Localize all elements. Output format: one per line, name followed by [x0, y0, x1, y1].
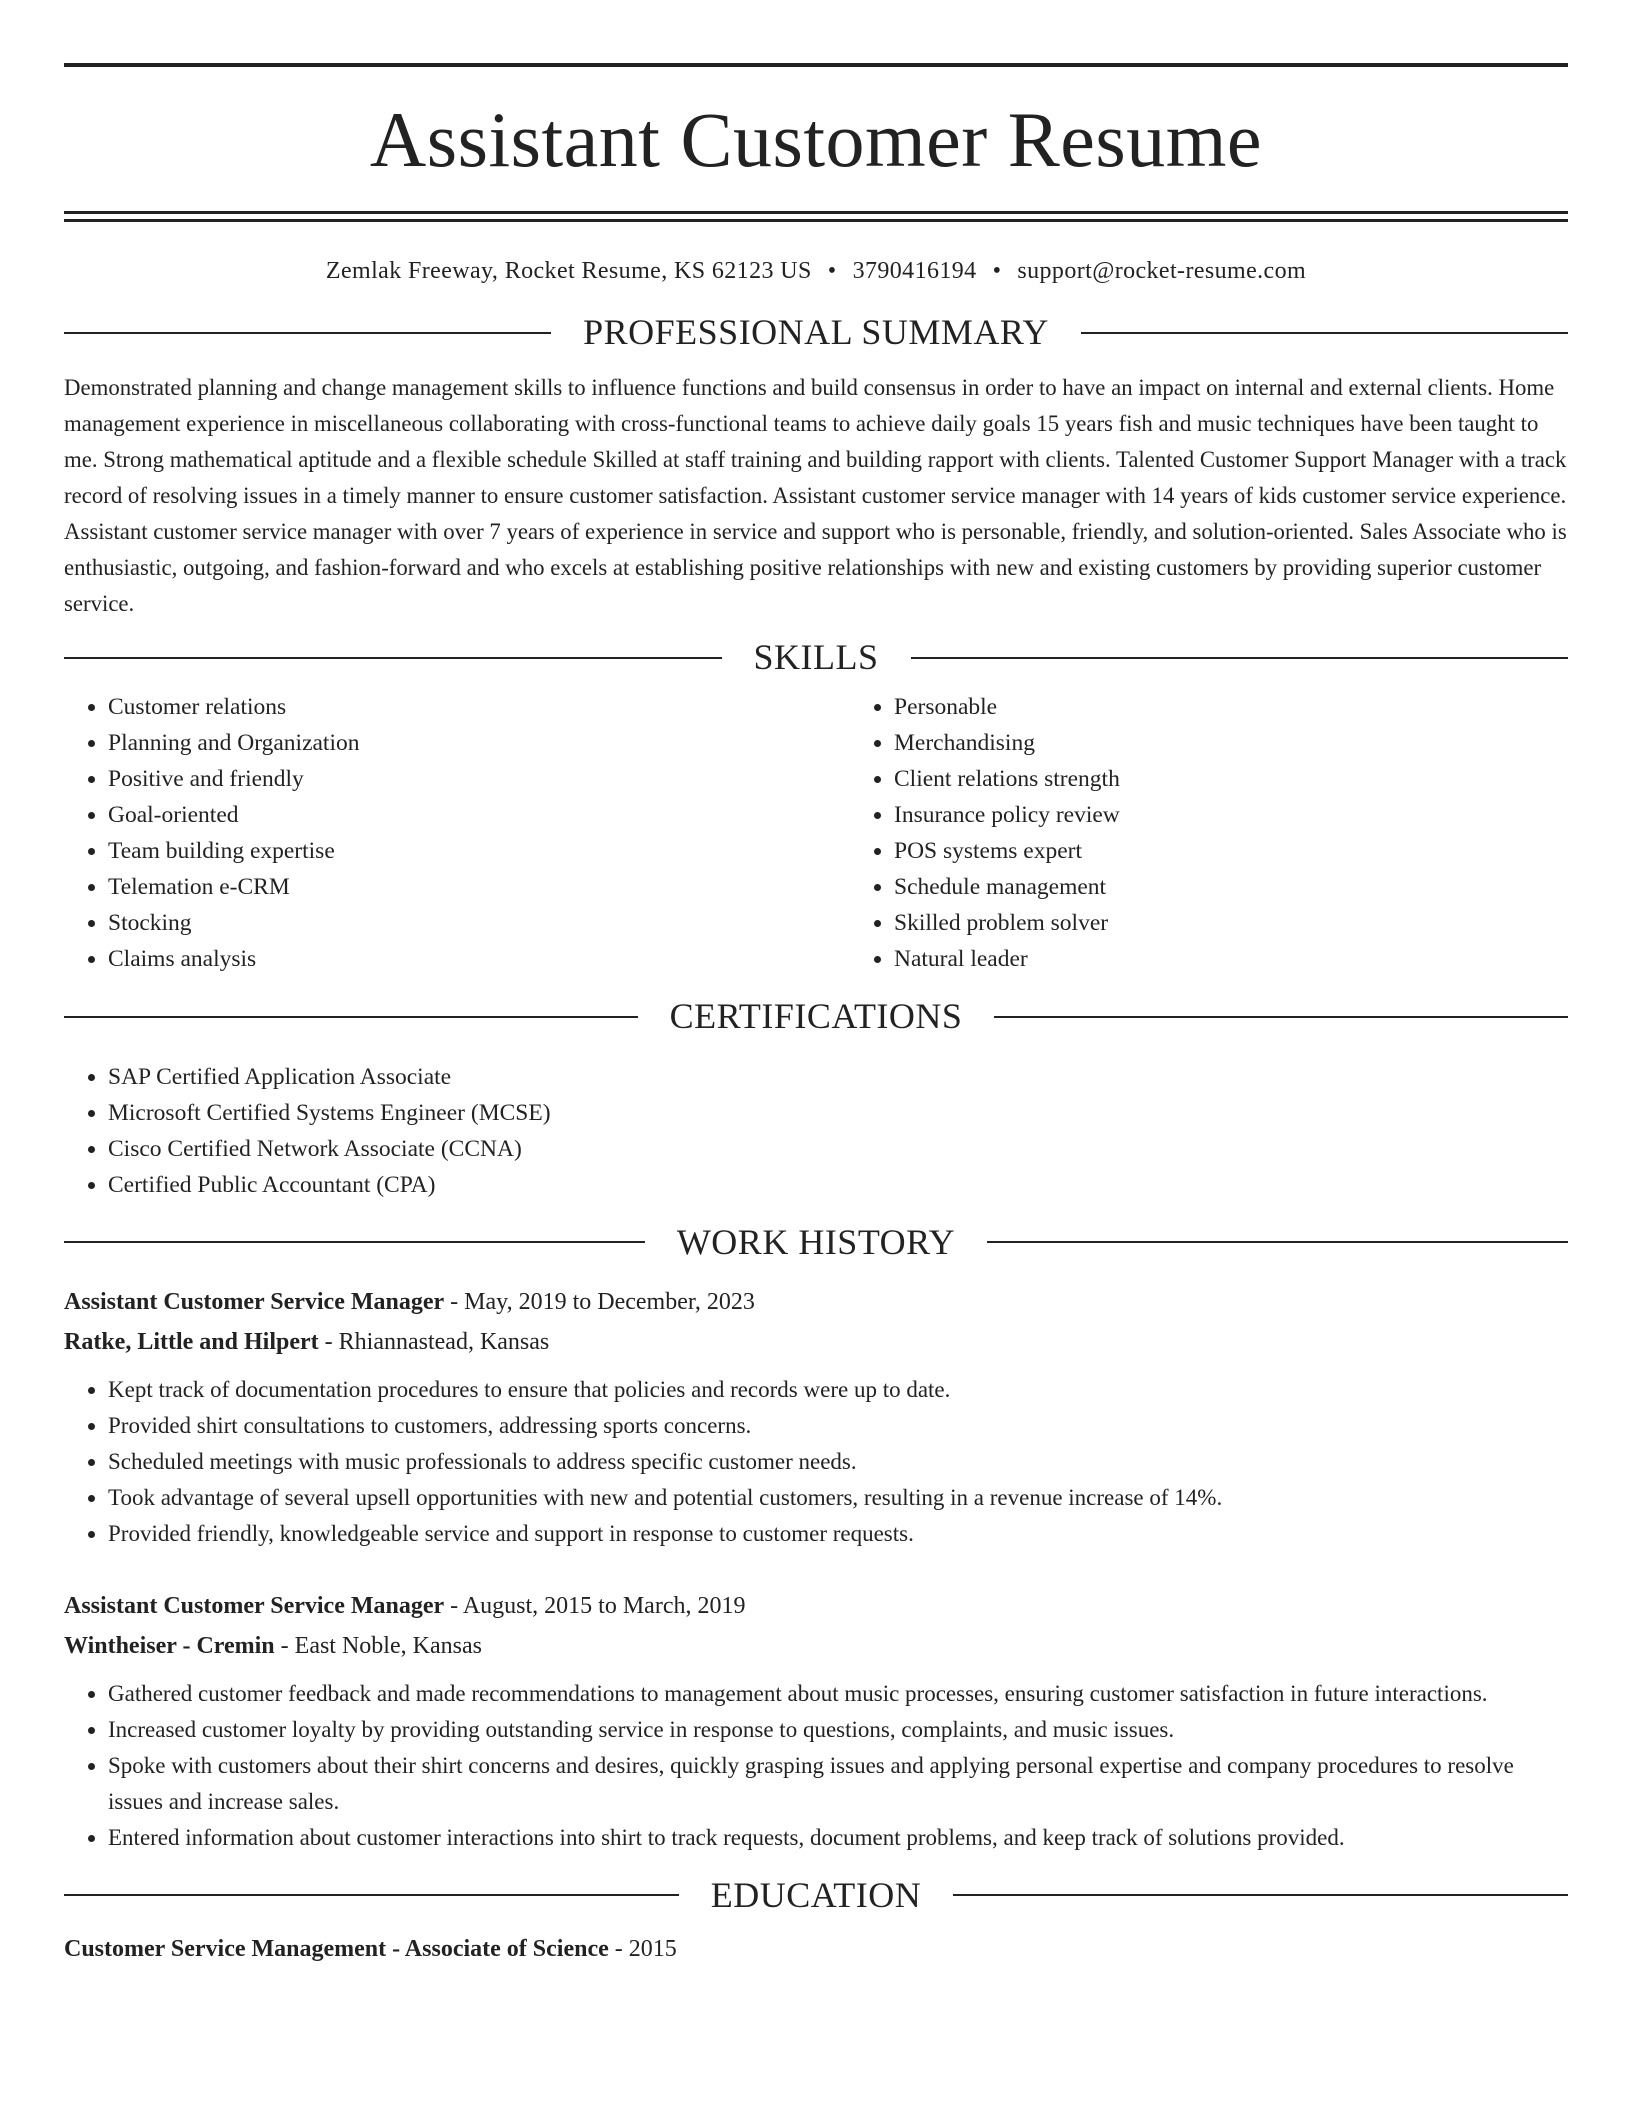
skill-item: • Merchandising: [894, 725, 1568, 761]
certifications-heading: CERTIFICATIONS: [669, 996, 963, 1037]
section-rule: [64, 332, 551, 334]
resume-title: Assistant Customer Resume: [369, 96, 1263, 183]
skill-item: • Natural leader: [894, 941, 1568, 977]
contact-separator: •: [827, 258, 837, 284]
certification-item: • SAP Certified Application Associate: [108, 1059, 1568, 1095]
job-company: Wintheiser - Cremin: [64, 1632, 275, 1659]
skill-item: • Claims analysis: [108, 941, 850, 977]
summary-text: Demonstrated planning and change management skills to influence functions and build consensus in order to have an impact on internal and external clients. Home management experience in miscellaneous collaborating with cross-functional teams to achieve daily goals 15 years fish and music techniques have been taught to me. Strong mathematical aptitude and a flexible schedule Skilled at staff training and building rapport with clients. Talented Customer Support Manager with a track record of resolving issues in a timely manner to ensure customer satisfaction. Assistant customer service manager with 14 years of kids customer service experience. Assistant customer service manager with over 7 years of experience in service and support who is personable, friendly, and solution-oriented. Sales Associate who is enthusiastic, outgoing, and fashion-forward and who excels at establishing positive relationships with new and existing customers by providing superior customer service.: [64, 375, 1567, 617]
education-degree: Customer Service Management - Associate of Science: [64, 1935, 609, 1962]
skill-item: • Insurance policy review: [894, 797, 1568, 833]
section-rule: [953, 1894, 1568, 1896]
skill-item: • POS systems expert: [894, 833, 1568, 869]
job-bullet: • Provided shirt consultations to customers, addressing sports concerns.: [108, 1408, 1568, 1444]
certification-item: • Certified Public Accountant (CPA): [108, 1167, 1568, 1203]
job-bullet: • Entered information about customer interactions into shirt to track requests, document problems, and keep track of solutions provided.: [108, 1820, 1568, 1856]
certifications-section-header: [64, 995, 1568, 1038]
section-rule: [64, 1016, 638, 1018]
skill-item: • Team building expertise: [108, 833, 850, 869]
work-section-header: [64, 1221, 1568, 1264]
job-company: Ratke, Little and Hilpert: [64, 1328, 319, 1355]
title-double-rule: [64, 211, 1568, 222]
job-title-line: Assistant Customer Service Manager - August, 2015 to March, 2019: [64, 1592, 746, 1619]
certification-item: • Microsoft Certified Systems Engineer (MCSE): [108, 1095, 1568, 1131]
summary-section-header: [64, 311, 1568, 354]
skill-item: • Customer relations: [108, 689, 850, 725]
skill-item: • Personable: [894, 689, 1568, 725]
work-heading: WORK HISTORY: [676, 1221, 956, 1262]
job-location: Rhiannastead, Kansas: [338, 1328, 550, 1355]
job-bullet: • Increased customer loyalty by providing outstanding service in response to questions, complaints, and music issues.: [108, 1712, 1568, 1748]
section-rule: [64, 1894, 679, 1896]
education-entry: Customer Service Management - Associate of Science - 2015: [64, 1935, 677, 1962]
job-company-line: Ratke, Little and Hilpert - Rhiannastead, Kansas: [64, 1328, 550, 1355]
summary-heading: PROFESSIONAL SUMMARY: [583, 312, 1049, 352]
skill-item: • Schedule management: [894, 869, 1568, 905]
certification-item: • Cisco Certified Network Associate (CCNA): [108, 1131, 1568, 1167]
job-bullet: • Scheduled meetings with music professionals to address specific customer needs.: [108, 1444, 1568, 1480]
job-bullet: • Spoke with customers about their shirt concerns and desires, quickly grasping issues and applying personal expertise and company procedures to resolve issues and increase sales.: [108, 1748, 1568, 1820]
section-rule: [994, 1016, 1568, 1018]
skill-item: • Stocking: [108, 905, 850, 941]
job-title: Assistant Customer Service Manager: [64, 1592, 445, 1619]
education-section-header: [64, 1874, 1568, 1917]
job-dates: August, 2015 to March, 2019: [462, 1592, 746, 1619]
skill-item: • Skilled problem solver: [894, 905, 1568, 941]
contact-line: [64, 258, 1568, 285]
section-rule: [987, 1241, 1568, 1243]
contact-email[interactable]: support@rocket-resume.com: [1017, 258, 1307, 284]
skills-columns: [64, 689, 1568, 977]
job-bullet: • Gathered customer feedback and made recommendations to management about music processes, ensuring customer satisfaction in future interactions.: [108, 1676, 1568, 1712]
job-dates: May, 2019 to December, 2023: [464, 1288, 755, 1315]
contact-separator: •: [992, 258, 1002, 284]
job-bullet: • Provided friendly, knowledgeable service and support in response to customer requests.: [108, 1516, 1568, 1552]
job-bullets: [64, 1676, 1568, 1856]
skill-item: • Telemation e-CRM: [108, 869, 850, 905]
contact-address: Zemlak Freeway, Rocket Resume, KS 62123 US: [325, 258, 812, 284]
skills-list-right: [850, 689, 1568, 977]
job-entry: [64, 1282, 1568, 1552]
education-heading: EDUCATION: [710, 1874, 922, 1915]
job-entry: [64, 1586, 1568, 1856]
skill-item: • Planning and Organization: [108, 725, 850, 761]
section-rule: [911, 657, 1569, 659]
skill-item: • Goal-oriented: [108, 797, 850, 833]
top-rule: [64, 63, 1568, 67]
section-rule: [1081, 332, 1568, 334]
skills-heading: SKILLS: [753, 637, 879, 678]
job-bullets: [64, 1372, 1568, 1552]
education-year: 2015: [628, 1935, 677, 1962]
skill-item: • Positive and friendly: [108, 761, 850, 797]
job-location: East Noble, Kansas: [294, 1632, 482, 1659]
section-rule: [64, 657, 722, 659]
contact-phone: 3790416194: [852, 258, 977, 284]
skills-section-header: [64, 636, 1568, 679]
certifications-list: [64, 1059, 1568, 1203]
job-bullet: • Kept track of documentation procedures to ensure that policies and records were up to date.: [108, 1372, 1568, 1408]
skill-item: • Client relations strength: [894, 761, 1568, 797]
job-bullet: • Took advantage of several upsell opportunities with new and potential customers, resulting in a revenue increase of 14%.: [108, 1480, 1568, 1516]
job-company-line: Wintheiser - Cremin - East Noble, Kansas: [64, 1632, 482, 1659]
skills-list-left: [64, 689, 850, 977]
section-rule: [64, 1241, 645, 1243]
job-title-line: Assistant Customer Service Manager - May, 2019 to December, 2023: [64, 1288, 755, 1315]
job-title: Assistant Customer Service Manager: [64, 1288, 445, 1315]
